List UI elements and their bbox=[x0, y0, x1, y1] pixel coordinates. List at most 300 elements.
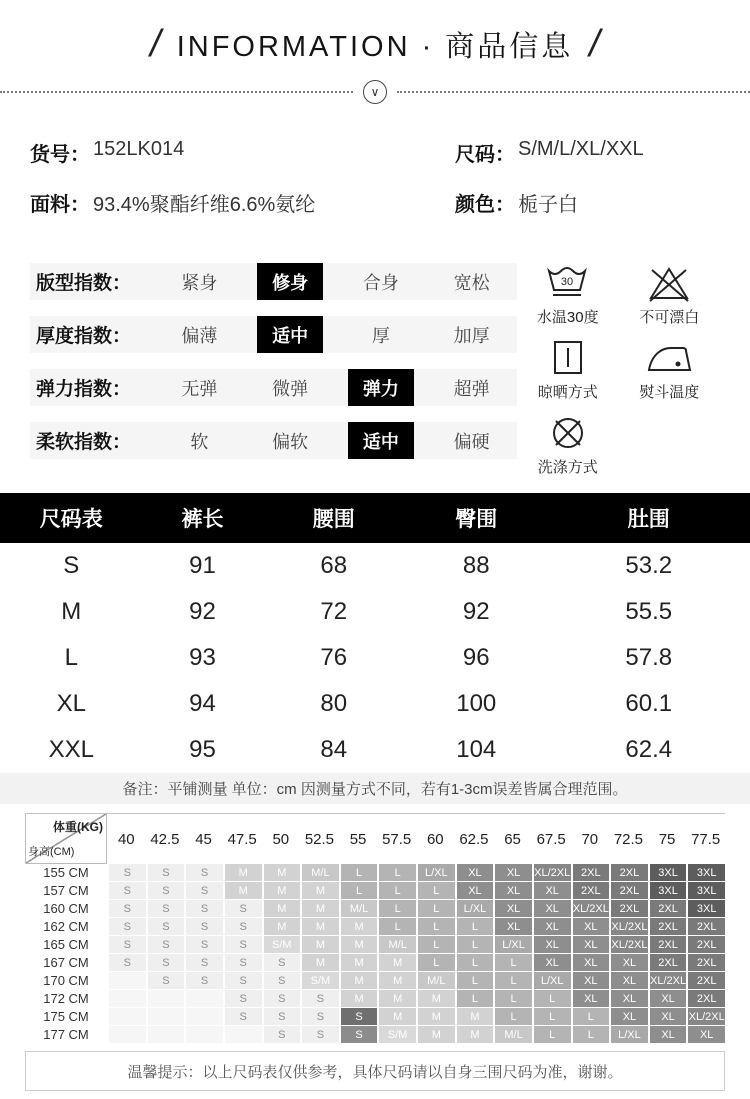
size-table-cell: 60.1 bbox=[625, 690, 673, 717]
matrix-cell: L/XL bbox=[609, 1026, 648, 1043]
weight-header-cell: 70 bbox=[581, 830, 599, 848]
height-label: 167 CM bbox=[43, 955, 89, 970]
wash-30-icon bbox=[544, 263, 592, 303]
index-option bbox=[426, 316, 517, 353]
matrix-cell: L bbox=[339, 882, 378, 899]
fit-index-section bbox=[30, 263, 720, 477]
height-axis-label: 身高(CM) bbox=[28, 846, 75, 858]
matrix-cell: S/M bbox=[262, 936, 301, 953]
size-table-header-cell: 裤长 bbox=[181, 508, 224, 531]
index-option-selected: 弹力 bbox=[348, 369, 414, 406]
height-label: 170 CM bbox=[43, 973, 89, 988]
matrix-row bbox=[25, 972, 725, 989]
matrix-cell: S bbox=[184, 882, 223, 899]
matrix-cell bbox=[184, 1026, 223, 1043]
matrix-body bbox=[25, 864, 725, 1043]
size-table-cell: 72 bbox=[320, 598, 348, 625]
matrix-row bbox=[25, 900, 725, 917]
size-table-header-cell: 肚围 bbox=[627, 508, 670, 531]
matrix-cell: S bbox=[223, 990, 262, 1007]
matrix-cell: S bbox=[262, 990, 301, 1007]
matrix-cell: XL/2XL bbox=[686, 1008, 725, 1025]
index-options bbox=[154, 369, 517, 406]
matrix-cell: S bbox=[339, 1026, 378, 1043]
dotted-line-right bbox=[397, 91, 750, 93]
matrix-cell: XL bbox=[532, 918, 571, 935]
size-table-cell: L bbox=[64, 644, 78, 671]
matrix-cell: S bbox=[223, 972, 262, 989]
item-number-value: 152LK014 bbox=[93, 138, 185, 160]
weight-header-cell: 62.5 bbox=[459, 830, 489, 848]
index-option-selected: 适中 bbox=[348, 422, 414, 459]
notice-footer: 温馨提示：以上尺码表仅供参考，具体尺码请以自身三围尺码为准，谢谢。 bbox=[25, 1051, 725, 1091]
index-option bbox=[154, 422, 245, 459]
size-table-cell: 94 bbox=[189, 690, 216, 717]
matrix-cell: M bbox=[262, 882, 301, 899]
care-item-wash-temp bbox=[537, 263, 599, 327]
index-option bbox=[426, 263, 517, 300]
size-table-cell: 68 bbox=[320, 552, 348, 579]
matrix-cell: S/M bbox=[377, 1026, 416, 1043]
fit-index-row bbox=[30, 316, 517, 353]
weight-header-cell: 50 bbox=[272, 830, 290, 848]
index-option bbox=[336, 369, 427, 406]
index-option-label: 紧身 bbox=[181, 272, 218, 293]
matrix-cell bbox=[223, 1026, 262, 1043]
matrix-cell: L bbox=[532, 1008, 571, 1025]
size-table-row bbox=[0, 681, 750, 727]
size-table-row bbox=[0, 635, 750, 681]
size-table-row bbox=[0, 589, 750, 635]
index-option-label: 加厚 bbox=[453, 325, 490, 346]
matrix-cell: S bbox=[223, 918, 262, 935]
index-options bbox=[154, 263, 517, 300]
weight-header-cell: 72.5 bbox=[613, 830, 644, 848]
matrix-cell: 2XL bbox=[686, 972, 725, 989]
matrix-cell: S bbox=[262, 972, 301, 989]
size-table-header bbox=[0, 493, 750, 543]
matrix-cell: 2XL bbox=[571, 864, 610, 881]
matrix-cell bbox=[146, 1026, 185, 1043]
matrix-cell: 2XL bbox=[686, 954, 725, 971]
index-option bbox=[336, 263, 427, 300]
line-dry-icon bbox=[544, 338, 592, 378]
svg-text:30: 30 bbox=[560, 276, 573, 288]
index-option-label: 合身 bbox=[362, 272, 399, 293]
matrix-cell: 3XL bbox=[686, 864, 725, 881]
matrix-row bbox=[25, 864, 725, 881]
matrix-cell: L bbox=[377, 882, 416, 899]
matrix-cell: XL bbox=[455, 864, 494, 881]
index-options bbox=[154, 422, 517, 459]
size-table-cell: 80 bbox=[320, 690, 348, 717]
matrix-cell: 2XL bbox=[648, 936, 687, 953]
matrix-cell: XL bbox=[493, 918, 532, 935]
size-table-cell: 88 bbox=[462, 552, 490, 579]
matrix-cell: XL/2XL bbox=[609, 918, 648, 935]
matrix-cell: M bbox=[339, 918, 378, 935]
matrix-cell: 3XL bbox=[648, 864, 687, 881]
index-option-selected: 适中 bbox=[257, 316, 323, 353]
index-option bbox=[426, 369, 517, 406]
size-table-cell: 91 bbox=[189, 552, 216, 579]
weight-header-cell: 60 bbox=[426, 830, 444, 848]
matrix-cell: XL bbox=[493, 864, 532, 881]
page-title: INFORMATION · 商品信息 bbox=[176, 30, 574, 63]
matrix-cell: M/L bbox=[339, 900, 378, 917]
matrix-cell: M bbox=[300, 954, 339, 971]
index-option bbox=[245, 263, 336, 300]
index-label: 厚度指数： bbox=[36, 326, 132, 347]
matrix-cell: 2XL bbox=[609, 882, 648, 899]
info-header bbox=[0, 0, 750, 104]
index-label: 弹力指数： bbox=[36, 379, 132, 400]
matrix-cell: S bbox=[262, 1008, 301, 1025]
size-table-cell: 92 bbox=[462, 598, 490, 625]
height-label: 162 CM bbox=[43, 919, 89, 934]
matrix-cell: S bbox=[146, 864, 185, 881]
size-table-row bbox=[0, 543, 750, 589]
height-label: 160 CM bbox=[43, 901, 89, 916]
matrix-cell bbox=[107, 1026, 146, 1043]
weight-header-cell: 47.5 bbox=[227, 830, 257, 848]
matrix-cell: M/L bbox=[377, 936, 416, 953]
matrix-cell bbox=[184, 990, 223, 1007]
index-option bbox=[245, 316, 336, 353]
index-option-label: 超弹 bbox=[453, 378, 490, 399]
matrix-cell: L bbox=[455, 990, 494, 1007]
matrix-cell: M bbox=[339, 936, 378, 953]
matrix-cell: XL bbox=[609, 990, 648, 1007]
matrix-row bbox=[25, 918, 725, 935]
matrix-cell: S bbox=[339, 1008, 378, 1025]
index-label: 柔软指数： bbox=[36, 432, 132, 453]
weight-header-cell: 55 bbox=[349, 830, 367, 848]
care-label: 晾晒方式 bbox=[537, 384, 598, 401]
care-item-iron bbox=[639, 338, 699, 402]
size-table-cell: 62.4 bbox=[625, 736, 673, 763]
matrix-cell: S bbox=[184, 954, 223, 971]
index-option bbox=[154, 369, 245, 406]
fit-index-row bbox=[30, 422, 517, 459]
matrix-cell bbox=[107, 972, 146, 989]
matrix-cell: XL bbox=[532, 882, 571, 899]
matrix-cell: 3XL bbox=[686, 900, 725, 917]
matrix-cell: S bbox=[184, 972, 223, 989]
size-table-body bbox=[0, 543, 750, 773]
index-option bbox=[245, 422, 336, 459]
matrix-cell: L bbox=[455, 954, 494, 971]
size-table-cell: M bbox=[61, 598, 82, 625]
care-label: 不可漂白 bbox=[639, 309, 700, 326]
care-item-no-bleach bbox=[639, 263, 699, 327]
weight-axis-label: 体重(KG) bbox=[53, 820, 103, 834]
matrix-cell: M bbox=[223, 882, 262, 899]
matrix-cell: M bbox=[300, 900, 339, 917]
size-table-cell: 93 bbox=[189, 644, 216, 671]
matrix-row bbox=[25, 990, 725, 1007]
index-options bbox=[154, 316, 517, 353]
size-table-cell: 100 bbox=[456, 690, 497, 717]
matrix-cell: L bbox=[377, 918, 416, 935]
matrix-cell: L bbox=[416, 882, 455, 899]
matrix-cell: M bbox=[262, 864, 301, 881]
index-option bbox=[336, 316, 427, 353]
weight-header-cell: 40 bbox=[117, 830, 135, 848]
fabric-value: 93.4%聚酯纤维6.6%氨纶 bbox=[93, 194, 316, 216]
matrix-cell: XL bbox=[648, 990, 687, 1007]
matrix-row bbox=[25, 954, 725, 971]
matrix-cell: M/L bbox=[493, 1026, 532, 1043]
matrix-cell: L bbox=[416, 900, 455, 917]
matrix-cell: S bbox=[184, 864, 223, 881]
matrix-cell: S bbox=[184, 936, 223, 953]
index-option-label: 软 bbox=[190, 431, 209, 452]
weight-header-cell: 65 bbox=[504, 830, 521, 848]
index-option-label: 偏硬 bbox=[453, 431, 490, 452]
matrix-cell: S bbox=[146, 918, 185, 935]
matrix-cell: M bbox=[339, 972, 378, 989]
matrix-cell: XL bbox=[609, 1008, 648, 1025]
matrix-cell: S bbox=[184, 918, 223, 935]
matrix-cell: XL bbox=[571, 918, 610, 935]
index-label: 版型指数： bbox=[36, 273, 132, 294]
matrix-cell: XL bbox=[686, 1026, 725, 1043]
care-icons bbox=[517, 263, 720, 477]
matrix-cell: S bbox=[146, 936, 185, 953]
matrix-cell: 2XL bbox=[609, 864, 648, 881]
index-option-label: 微弹 bbox=[272, 378, 309, 399]
sizes-value: S/M/L/XL/XXL bbox=[518, 138, 644, 160]
matrix-cell: M/L bbox=[416, 972, 455, 989]
matrix-cell: L bbox=[377, 864, 416, 881]
size-table-cell: 96 bbox=[462, 644, 490, 671]
matrix-cell: S bbox=[107, 900, 146, 917]
product-info-row bbox=[30, 138, 720, 167]
matrix-row bbox=[25, 1026, 725, 1043]
index-option-label: 无弹 bbox=[181, 378, 218, 399]
fit-index-row bbox=[30, 263, 517, 300]
matrix-row bbox=[25, 1008, 725, 1025]
matrix-header-row bbox=[25, 814, 725, 864]
matrix-cell: XL bbox=[532, 954, 571, 971]
matrix-cell: XL bbox=[571, 990, 610, 1007]
matrix-cell: XL bbox=[532, 900, 571, 917]
size-note: 备注：平铺测量 单位：cm 因测量方式不同，若有1-3cm误差皆属合理范围。 bbox=[0, 773, 750, 804]
size-table-cell: 92 bbox=[189, 598, 216, 625]
matrix-row bbox=[25, 882, 725, 899]
index-option-selected: 修身 bbox=[257, 263, 323, 300]
matrix-cell: L bbox=[455, 918, 494, 935]
matrix-cell: XL bbox=[571, 936, 610, 953]
weight-header-cell: 52.5 bbox=[304, 830, 335, 848]
matrix-cell: S bbox=[262, 954, 301, 971]
fit-index-row bbox=[30, 369, 517, 406]
size-table-row bbox=[0, 727, 750, 773]
size-table-cell: 55.5 bbox=[625, 598, 673, 625]
matrix-cell: 2XL bbox=[648, 954, 687, 971]
index-option bbox=[154, 263, 245, 300]
item-number-label: 货号： bbox=[30, 144, 90, 166]
sizes-label: 尺码： bbox=[455, 144, 515, 166]
matrix-cell: S bbox=[146, 972, 185, 989]
matrix-cell: M bbox=[416, 1008, 455, 1025]
matrix-cell: L bbox=[416, 918, 455, 935]
size-table-cell: 84 bbox=[320, 736, 348, 763]
matrix-cell: S bbox=[262, 1026, 301, 1043]
matrix-cell bbox=[146, 990, 185, 1007]
matrix-cell: 2XL bbox=[686, 918, 725, 935]
size-table-header-cell: 臀围 bbox=[455, 508, 498, 531]
matrix-cell: S/M bbox=[300, 972, 339, 989]
matrix-cell: M bbox=[377, 990, 416, 1007]
index-option-label: 偏薄 bbox=[181, 325, 218, 346]
height-label: 165 CM bbox=[43, 937, 89, 952]
size-table-header-cell: 腰围 bbox=[312, 508, 355, 531]
matrix-cell: S bbox=[300, 1026, 339, 1043]
color-value: 栀子白 bbox=[518, 194, 578, 216]
matrix-cell: XL bbox=[571, 954, 610, 971]
matrix-cell: L bbox=[571, 1008, 610, 1025]
matrix-cell: XL bbox=[648, 1026, 687, 1043]
care-label: 熨斗温度 bbox=[639, 384, 700, 401]
matrix-cell: M bbox=[377, 1008, 416, 1025]
dotted-divider bbox=[0, 80, 750, 104]
decor-slash-right: / bbox=[589, 23, 600, 65]
matrix-cell: M bbox=[300, 882, 339, 899]
height-label: 172 CM bbox=[43, 991, 89, 1006]
care-item-line-dry bbox=[538, 338, 598, 402]
matrix-cell: L bbox=[455, 972, 494, 989]
index-option bbox=[426, 422, 517, 459]
matrix-cell: L bbox=[416, 936, 455, 953]
matrix-cell: L bbox=[455, 936, 494, 953]
size-table-cell: 57.8 bbox=[625, 644, 673, 671]
matrix-cell: 2XL bbox=[648, 918, 687, 935]
size-table-cell: 76 bbox=[320, 644, 348, 671]
matrix-cell: XL bbox=[609, 954, 648, 971]
decor-slash-left: / bbox=[150, 23, 161, 65]
matrix-cell: S bbox=[223, 954, 262, 971]
matrix-cell: S bbox=[223, 900, 262, 917]
index-option-label: 宽松 bbox=[453, 272, 490, 293]
matrix-cell: 2XL bbox=[571, 882, 610, 899]
matrix-cell: M bbox=[223, 864, 262, 881]
matrix-cell: 2XL bbox=[686, 936, 725, 953]
matrix-cell: S bbox=[223, 936, 262, 953]
matrix-cell: S bbox=[107, 864, 146, 881]
height-label: 177 CM bbox=[43, 1027, 89, 1042]
matrix-cell: M bbox=[377, 972, 416, 989]
matrix-cell: L bbox=[377, 900, 416, 917]
matrix-cell: XL bbox=[648, 1008, 687, 1025]
size-table-cell: 95 bbox=[189, 736, 216, 763]
matrix-cell: L/XL bbox=[455, 900, 494, 917]
height-label: 155 CM bbox=[43, 865, 89, 880]
matrix-cell: L bbox=[493, 972, 532, 989]
matrix-cell: 3XL bbox=[686, 882, 725, 899]
matrix-cell: S bbox=[184, 900, 223, 917]
height-label: 175 CM bbox=[43, 1009, 89, 1024]
iron-temp-icon bbox=[645, 338, 693, 378]
matrix-cell bbox=[184, 1008, 223, 1025]
matrix-cell: S bbox=[146, 900, 185, 917]
matrix-cell: XL/2XL bbox=[571, 900, 610, 917]
weight-header-cell: 67.5 bbox=[536, 830, 566, 848]
weight-header-cell: 45 bbox=[195, 830, 212, 848]
size-table bbox=[0, 493, 750, 804]
matrix-cell: 2XL bbox=[609, 900, 648, 917]
care-label: 洗涤方式 bbox=[537, 459, 598, 476]
matrix-cell: S bbox=[107, 954, 146, 971]
matrix-cell: S bbox=[146, 882, 185, 899]
matrix-cell: XL bbox=[493, 882, 532, 899]
matrix-cell: S bbox=[146, 954, 185, 971]
index-option-label: 厚 bbox=[371, 325, 390, 346]
matrix-cell: L bbox=[571, 1026, 610, 1043]
matrix-cell: XL bbox=[455, 882, 494, 899]
matrix-cell bbox=[107, 1008, 146, 1025]
height-weight-matrix bbox=[25, 813, 725, 1043]
matrix-cell: 2XL bbox=[686, 990, 725, 1007]
size-table-cell: XL bbox=[56, 690, 86, 717]
matrix-cell: M bbox=[377, 954, 416, 971]
matrix-cell: XL bbox=[571, 972, 610, 989]
matrix-cell: M bbox=[339, 954, 378, 971]
index-option bbox=[245, 369, 336, 406]
matrix-cell: M bbox=[455, 1008, 494, 1025]
matrix-cell: L bbox=[532, 990, 571, 1007]
matrix-cell: XL/2XL bbox=[609, 936, 648, 953]
matrix-cell: L bbox=[532, 1026, 571, 1043]
matrix-cell: S bbox=[223, 1008, 262, 1025]
size-table-header-cell: 尺码表 bbox=[39, 508, 103, 531]
product-info bbox=[30, 138, 720, 217]
matrix-cell: L bbox=[493, 990, 532, 1007]
matrix-cell: M/L bbox=[300, 864, 339, 881]
weight-header-cell: 57.5 bbox=[382, 830, 412, 848]
no-bleach-icon bbox=[645, 263, 693, 303]
care-item-wash-method bbox=[538, 413, 598, 477]
matrix-cell: M bbox=[262, 918, 301, 935]
matrix-cell: XL/2XL bbox=[532, 864, 571, 881]
matrix-cell: M bbox=[339, 990, 378, 1007]
matrix-cell: L/XL bbox=[532, 972, 571, 989]
index-option bbox=[336, 422, 427, 459]
matrix-cell: M bbox=[262, 900, 301, 917]
matrix-cell: 2XL bbox=[648, 900, 687, 917]
matrix-cell: M bbox=[300, 918, 339, 935]
matrix-cell: S bbox=[300, 1008, 339, 1025]
matrix-cell: M bbox=[300, 936, 339, 953]
index-option-label: 偏软 bbox=[272, 431, 309, 452]
height-label: 157 CM bbox=[43, 883, 89, 898]
size-table-cell: 104 bbox=[456, 736, 497, 763]
matrix-cell: XL bbox=[532, 936, 571, 953]
matrix-cell: 3XL bbox=[648, 882, 687, 899]
size-table-cell: XXL bbox=[48, 736, 94, 763]
matrix-cell: L bbox=[493, 954, 532, 971]
product-info-row bbox=[30, 188, 720, 217]
weight-header-cell: 75 bbox=[658, 830, 676, 848]
matrix-cell: M bbox=[416, 1026, 455, 1043]
index-option bbox=[154, 316, 245, 353]
matrix-cell: XL bbox=[493, 900, 532, 917]
matrix-cell: L bbox=[339, 864, 378, 881]
matrix-cell: L bbox=[493, 1008, 532, 1025]
fabric-label: 面料： bbox=[30, 194, 90, 216]
matrix-cell: M bbox=[416, 990, 455, 1007]
